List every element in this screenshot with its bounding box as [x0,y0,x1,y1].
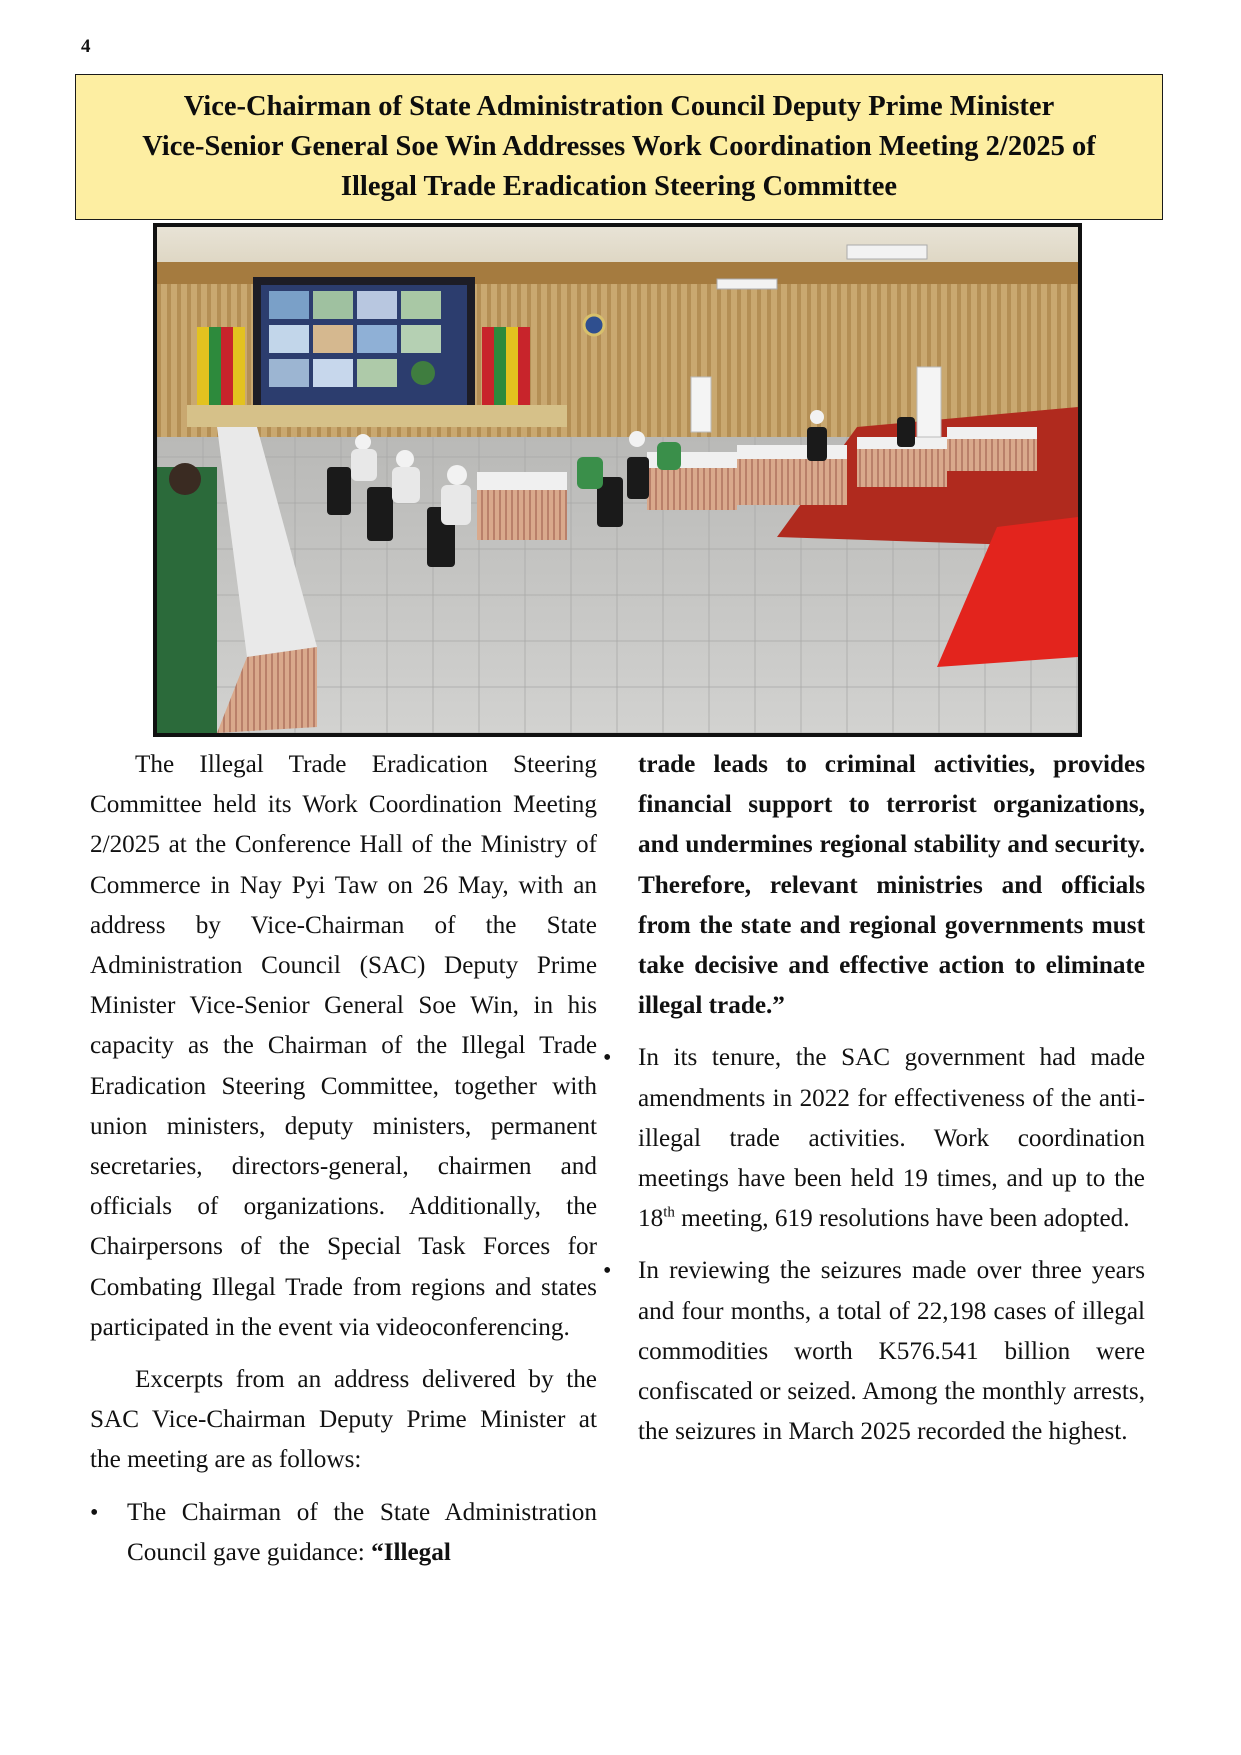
bullet-item [90,1493,597,1573]
article-paragraph: The Illegal Trade Eradication Steering Committee held its Work Coordination Meeting 2/2025 at the Conference Hall of the Ministry of Commerce in Nay Pyi Taw on 26 May, with an address by Vice-Chairman of the State Administration Council (SAC) Deputy Prime Minister Vice-Senior General Soe Win, in his capacity as the Chairman of the Illegal Trade Eradication Steering Committee, together with union ministers, deputy ministers, permanent secretaries, directors-general, chairmen and officials of organizations. Additionally, the Chairpersons of the Special Task Forces for Combating Illegal Trade from regions and states participated in the event via videoconferencing. [90,751,597,1341]
page-number: 4 [81,36,91,57]
bullet-quote: “Illegal [371,1538,451,1566]
article-column-right [638,745,1145,1452]
headline-box [75,74,1163,220]
headline-line-2: Vice-Senior General Soe Win Addresses Work Coordination Meeting 2/2025 of [142,131,1096,162]
article-paragraph: Excerpts from an address delivered by the SAC Vice-Chairman Deputy Prime Minister at the meeting are as follows: [90,1366,597,1474]
bullet-item: • In its tenure, the SAC government had made amendments in 2022 for effectiveness of the anti-illegal trade activities. Work coordination meetings have been held 19 times, and up to the 18th meeting, 619 resolutions have been adopted. [603,1038,1145,1239]
headline-line-1: Vice-Chairman of State Administration Council Deputy Prime Minister [183,91,1055,122]
meeting-photo [153,223,1082,737]
bullet-text: The Chairman of the State Administration Council gave guidance: [127,1498,597,1566]
meeting-photo-illustration [157,227,1078,733]
headline-line-3: Illegal Trade Eradication Steering Committee [340,171,898,202]
article-column-left [90,745,597,1573]
bullet-item: • In reviewing the seizures made over three years and four months, a total of 22,198 cases of illegal commodities worth K576.541 billion were confiscated or seized. Among the monthly arrests, the seizures in March 2025 recorded the highest. [603,1251,1145,1452]
quote-continuation: trade leads to criminal activities, provides financial support to terrorist organizations, and undermines regional stability and security. Therefore, relevant ministries and officials from the state and regional governments must take decisive and effective action to eliminate illegal trade.” [638,751,1145,1020]
headline [124,87,1113,207]
